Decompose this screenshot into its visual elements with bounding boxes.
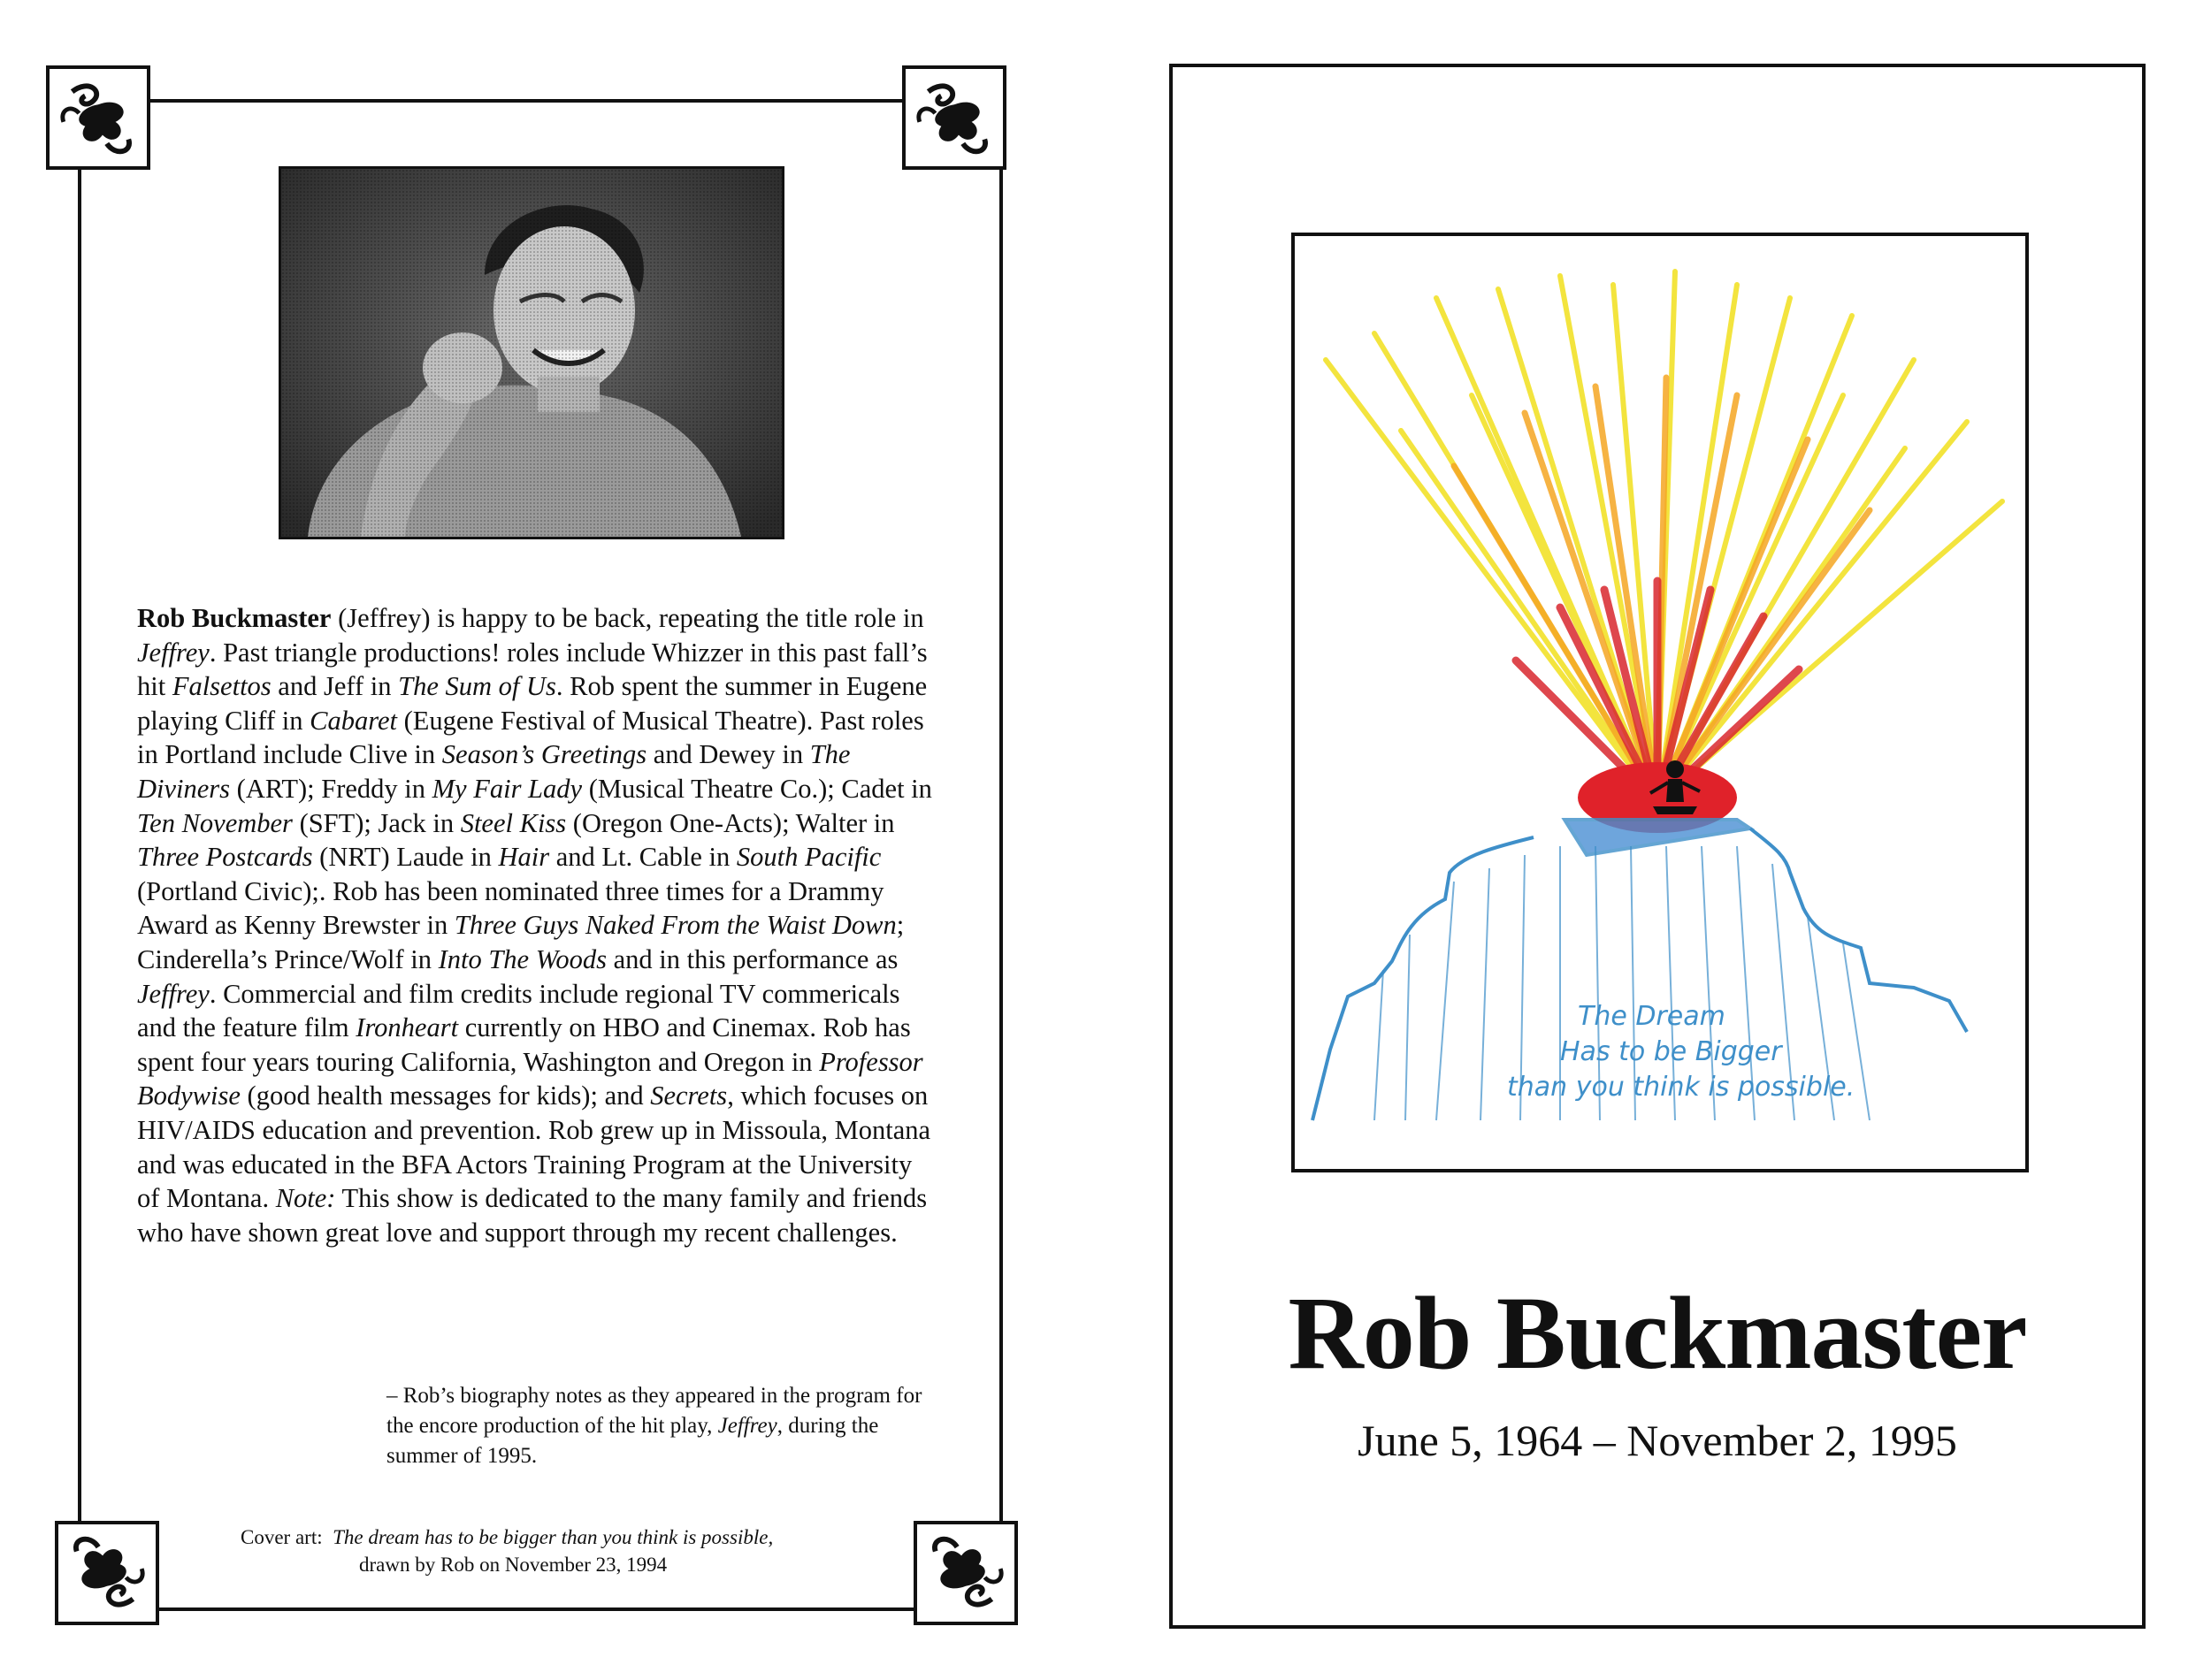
cover-art-credit [241, 1523, 913, 1578]
bio-text: (Oregon One-Acts); Walter in [566, 807, 895, 838]
leaf-scroll-icon [55, 74, 142, 161]
note-play-title: Jeffrey [717, 1414, 777, 1438]
bio-text: ; Cinderella’s Prince/Wolf in [137, 910, 905, 974]
bio-title: South Pacific [736, 842, 882, 873]
note-text: – Rob’s biography notes as they appeared in the program for the encore production of the hit play, [386, 1384, 922, 1438]
bio-text: , which focuses on HIV/AIDS education and prevention. Rob grew up in Missoula, Montana and was educated in the BFA Actors Training Program at the University of Montana. [137, 1081, 931, 1214]
bio-text: (NRT) Laude in [312, 842, 499, 873]
bio-title: My Fair Lady [432, 773, 583, 804]
corner-ornament-bottom-left [55, 1521, 159, 1625]
bio-title: Jeffrey [137, 637, 210, 668]
bio-note-label: Note: [275, 1183, 336, 1214]
cover-drawing [1295, 236, 2025, 1169]
cover-art-drawn-date: drawn by Rob on November 23, 1994 [359, 1554, 668, 1576]
bio-text: (SFT); Jack in [292, 807, 461, 838]
corner-ornament-top-left [46, 65, 150, 170]
biography-source-note [386, 1381, 952, 1471]
svg-text:The Dream: The Dream [1578, 1001, 1725, 1032]
biography-paragraph [137, 601, 933, 1249]
cover-art-label: Cover art: [241, 1526, 323, 1548]
bio-name: Rob Buckmaster [137, 603, 332, 633]
bio-text: . Commercial and film credits include regional TV commericals and the feature film [137, 978, 900, 1043]
bio-title: Ironheart [356, 1012, 459, 1043]
svg-text:Has to be Bigger: Has to be Bigger [1560, 1036, 1782, 1067]
memorial-dates: June 5, 1964 – November 2, 1995 [1358, 1416, 1957, 1465]
bio-text: This show is dedicated to the many family and friends who have shown great love and support through my recent challenges. [137, 1183, 928, 1248]
bio-text: (good health messages for kids); and [240, 1081, 651, 1111]
cover-artwork [1291, 233, 2029, 1172]
leaf-scroll-icon [911, 74, 998, 161]
bio-title: The Sum of Us [398, 671, 556, 702]
bio-title: Secrets [650, 1081, 728, 1111]
corner-ornament-top-right [902, 65, 1006, 170]
svg-text:than you think is possible.: than you think is possible. [1507, 1072, 1855, 1103]
sunburst-rays [1326, 271, 2002, 833]
bio-title: Three Guys Naked From the Waist Down [454, 910, 897, 941]
handwritten-caption [1507, 1001, 1855, 1103]
bio-text: and Jeff in [271, 671, 399, 702]
bio-title: Ten November [137, 807, 293, 838]
bio-text: (Jeffrey) is happy to be back, repeating the title role in [331, 603, 924, 633]
bio-text: currently on HBO and Cinemax. Rob has spent four years touring California, Washington and Oregon in [137, 1012, 911, 1077]
bio-title: Into The Woods [438, 943, 607, 974]
corner-ornament-bottom-right [914, 1521, 1018, 1625]
bio-text: . Rob spent the summer in Eugene playing Cliff in [137, 671, 928, 736]
bio-text: and Lt. Cable in [549, 842, 737, 873]
bio-title: Professor Bodywise [137, 1046, 923, 1111]
bio-title: Steel Kiss [460, 807, 567, 838]
leaf-scroll-icon [922, 1530, 1009, 1616]
cover-art-title: The dream has to be bigger than you think is possible, [333, 1526, 774, 1548]
portrait-photo-image [281, 169, 782, 537]
bio-title: Hair [498, 842, 550, 873]
portrait-photo [279, 166, 784, 539]
note-text: , during the summer of 1995. [386, 1414, 879, 1468]
bio-text: (Eugene Festival of Musical Theatre). Past roles in Portland include Clive in [137, 705, 924, 770]
bio-title: The Diviners [137, 739, 851, 804]
bio-text: and Dewey in [646, 739, 810, 770]
bio-title: Cabaret [310, 705, 397, 736]
bio-text: . Past triangle productions! roles include Whizzer in this past fall’s hit [137, 637, 928, 702]
bio-text: (Portland Civic);. Rob has been nominated three times for a Drammy Award as Kenny Brewster in [137, 875, 884, 941]
leaf-scroll-icon [64, 1530, 150, 1616]
bio-text: (ART); Freddy in [230, 773, 432, 804]
bio-title: Jeffrey [137, 978, 210, 1009]
bio-title: Falsettos [172, 671, 272, 702]
memorial-name: Rob Buckmaster [1288, 1275, 2027, 1391]
bio-title: Three Postcards [137, 842, 313, 873]
bio-text: (Musical Theatre Co.); Cadet in [582, 773, 932, 804]
bio-text: and in this performance as [606, 943, 899, 974]
bio-title: Season’s Greetings [441, 739, 647, 770]
